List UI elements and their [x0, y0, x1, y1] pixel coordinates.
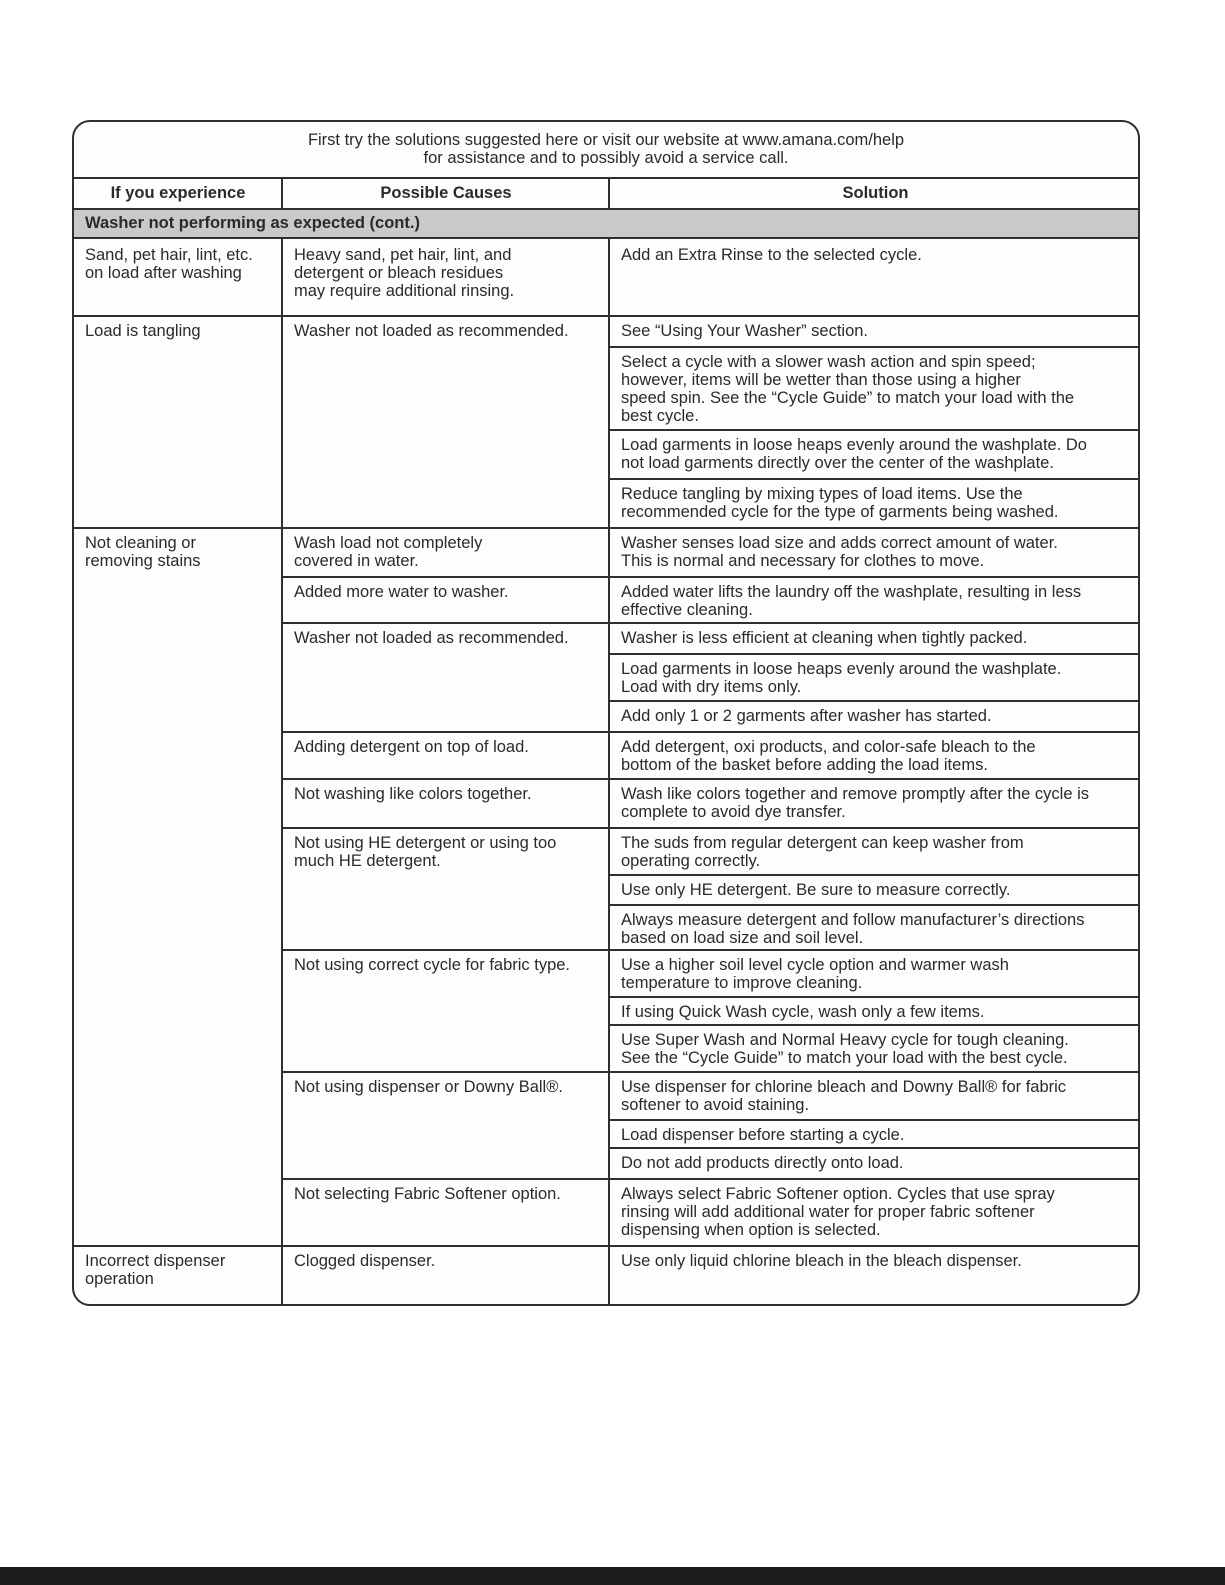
solution-cell: If using Quick Wash cycle, wash only a few items. [621, 1003, 985, 1021]
solution-cell: The suds from regular detergent can keep washer from operating correctly. [621, 834, 1024, 870]
experience-cell: Sand, pet hair, lint, etc. on load after washing [85, 246, 253, 282]
solution-cell: Always measure detergent and follow manufacturer’s directions based on load size and soil level. [621, 911, 1085, 947]
troubleshooting-table [72, 120, 1140, 1306]
solution-cell: Add detergent, oxi products, and color-safe bleach to the bottom of the basket before adding the load items. [621, 738, 1036, 774]
solution-cell: Do not add products directly onto load. [621, 1154, 904, 1172]
solution-cell: Always select Fabric Softener option. Cycles that use spray rinsing will add additional water for proper fabric softener dispensing when option is selected. [621, 1185, 1055, 1239]
solution-cell: Use a higher soil level cycle option and warmer wash temperature to improve cleaning. [621, 956, 1009, 992]
column-divider [281, 177, 283, 208]
solution-cell: Load dispenser before starting a cycle. [621, 1126, 905, 1144]
header-causes: Possible Causes [380, 184, 512, 202]
cause-cell: Wash load not completely covered in water. [294, 534, 483, 570]
solution-cell: Washer is less efficient at cleaning when tightly packed. [621, 629, 1028, 647]
cause-cell: Not using correct cycle for fabric type. [294, 956, 571, 974]
column-divider [608, 177, 610, 208]
solution-cell: Reduce tangling by mixing types of load items. Use the recommended cycle for the type of garments being washed. [621, 485, 1059, 521]
cause-cell: Not using dispenser or Downy Ball®. [294, 1078, 563, 1096]
intro-line-2: for assistance and to possibly avoid a service call. [423, 149, 789, 167]
cause-cell: Washer not loaded as recommended. [294, 629, 569, 647]
solution-cell: Added water lifts the laundry off the washplate, resulting in less effective cleaning. [621, 583, 1082, 619]
experience-cell: Incorrect dispenser operation [85, 1252, 226, 1288]
intro-note [74, 122, 1138, 179]
experience-cell: Not cleaning or removing stains [85, 534, 201, 570]
experience-cell: Load is tangling [85, 322, 201, 340]
cause-cell: Not selecting Fabric Softener option. [294, 1185, 561, 1203]
solution-cell: Use dispenser for chlorine bleach and Downy Ball® for fabric softener to avoid staining. [621, 1078, 1067, 1114]
header-solution: Solution [842, 184, 909, 202]
solution-cell: Add an Extra Rinse to the selected cycle. [621, 246, 922, 264]
solution-cell: Washer senses load size and adds correct amount of water. This is normal and necessary for clothes to move. [621, 534, 1058, 570]
solution-cell: Wash like colors together and remove promptly after the cycle is complete to avoid dye transfer. [621, 785, 1090, 821]
solution-cell: Use Super Wash and Normal Heavy cycle for tough cleaning. See the “Cycle Guide” to match your load with the best cycle. [621, 1031, 1069, 1067]
solution-cell: Load garments in loose heaps evenly around the washplate. Do not load garments directly over the center of the washplate. [621, 436, 1087, 472]
page-bottom-rule [0, 1567, 1225, 1585]
solution-cell: Load garments in loose heaps evenly around the washplate. Load with dry items only. [621, 660, 1062, 696]
cause-cell: Clogged dispenser. [294, 1252, 436, 1270]
header-experience: If you experience [110, 184, 246, 202]
solution-cell: Use only liquid chlorine bleach in the bleach dispenser. [621, 1252, 1022, 1270]
solution-cell: Add only 1 or 2 garments after washer has started. [621, 707, 992, 725]
cause-cell: Not washing like colors together. [294, 785, 532, 803]
section-title: Washer not performing as expected (cont.) [74, 208, 1138, 239]
solution-cell: See “Using Your Washer” section. [621, 322, 869, 340]
cause-cell: Added more water to washer. [294, 583, 509, 601]
cause-cell: Adding detergent on top of load. [294, 738, 529, 756]
cause-cell: Not using HE detergent or using too much HE detergent. [294, 834, 557, 870]
cause-cell: Heavy sand, pet hair, lint, and detergent or bleach residues may require additional rinsing. [294, 246, 515, 300]
intro-line-1: First try the solutions suggested here or visit our website at www.amana.com/help [307, 131, 905, 149]
cause-cell: Washer not loaded as recommended. [294, 322, 569, 340]
solution-cell: Select a cycle with a slower wash action and spin speed; however, items will be wetter than those using a higher speed spin. See the “Cycle Guide” to match your load with the best cycle. [621, 353, 1075, 425]
solution-cell: Use only HE detergent. Be sure to measure correctly. [621, 881, 1011, 899]
